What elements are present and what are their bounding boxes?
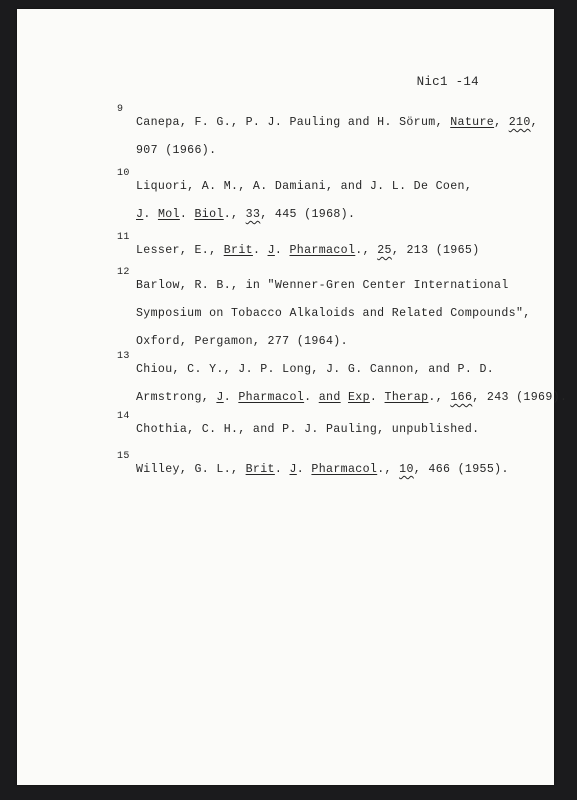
reference-line (136, 416, 537, 444)
citation-text: , 243 (1969). (472, 391, 568, 404)
page-identifier: Nic1 -14 (416, 75, 479, 89)
citation-text: . (274, 244, 290, 257)
reference-entry (117, 451, 537, 484)
journal-abbrev: Mol (157, 208, 180, 221)
journal-abbrev: and (318, 391, 341, 404)
citation-text: ., (377, 463, 400, 476)
journal-abbrev: J (267, 244, 275, 257)
citation-text: . (369, 391, 385, 404)
citation-text: , (530, 116, 538, 129)
citation-text: . (296, 463, 312, 476)
citation-text: , 466 (1955). (413, 463, 509, 476)
volume-number: 10 (399, 463, 414, 476)
reference-line (136, 356, 537, 384)
citation-text: ., (428, 391, 451, 404)
citation-text: Armstrong, (136, 391, 217, 404)
citation-text: Chothia, C. H., and P. J. Pauling, unpublished. (136, 423, 480, 436)
citation-text: Chiou, C. Y., J. P. Long, J. G. Cannon, and P. D. (136, 363, 495, 376)
reference-line (136, 328, 537, 356)
citation-text: ., (223, 208, 246, 221)
reference-entry (117, 168, 537, 229)
citation-text: Lesser, E., (136, 244, 224, 257)
reference-line (136, 137, 537, 165)
reference-line (136, 109, 537, 137)
reference-number: 9 (117, 104, 124, 115)
journal-abbrev: Pharmacol (289, 244, 356, 257)
citation-text: . (304, 391, 319, 404)
journal-abbrev: J (289, 463, 297, 476)
reference-number: 15 (117, 451, 130, 462)
citation-text: . (252, 244, 268, 257)
reference-line (136, 201, 537, 229)
citation-text: . (179, 208, 195, 221)
citation-text: . (274, 463, 290, 476)
reference-line (136, 456, 537, 484)
reference-line (136, 272, 537, 300)
reference-number: 11 (117, 232, 130, 243)
reference-entry (117, 351, 568, 412)
citation-text: Canepa, F. G., P. J. Pauling and H. Sörum, (136, 116, 451, 129)
volume-number: 166 (450, 391, 473, 404)
citation-text: 907 (1966). (136, 144, 217, 157)
journal-abbrev: Exp (347, 391, 370, 404)
reference-line (136, 173, 537, 201)
citation-text: Willey, G. L., (136, 463, 246, 476)
reference-number: 14 (117, 411, 130, 422)
reference-line (136, 237, 537, 265)
citation-text: Barlow, R. B., in "Wenner-Gren Center International (136, 279, 509, 292)
citation-text: , 445 (1968). (260, 208, 356, 221)
journal-abbrev: Therap (384, 391, 429, 404)
citation-text: . (223, 391, 239, 404)
reference-entry (117, 232, 537, 265)
volume-number: 25 (377, 244, 392, 257)
reference-entry (117, 104, 538, 165)
reference-entry (117, 267, 537, 356)
journal-abbrev: Biol (194, 208, 224, 221)
journal-abbrev: Nature (450, 116, 495, 129)
citation-text: Oxford, Pergamon, 277 (1964). (136, 335, 348, 348)
reference-line (136, 384, 568, 412)
citation-text (341, 391, 348, 404)
citation-text: . (143, 208, 158, 221)
journal-abbrev: Brit (223, 244, 253, 257)
document-page (17, 9, 568, 785)
reference-number: 13 (117, 351, 130, 362)
citation-text: ., (355, 244, 378, 257)
journal-abbrev: Pharmacol (311, 463, 378, 476)
volume-number: 210 (508, 116, 531, 129)
citation-text: Liquori, A. M., A. Damiani, and J. L. De Coen, (136, 180, 473, 193)
journal-abbrev: J (216, 391, 224, 404)
reference-number: 12 (117, 267, 130, 278)
citation-text: , (494, 116, 509, 129)
journal-abbrev: Brit (245, 463, 275, 476)
reference-line (136, 300, 537, 328)
volume-number: 33 (245, 208, 261, 221)
reference-number: 10 (117, 168, 130, 179)
citation-text: , 213 (1965) (391, 244, 480, 257)
journal-abbrev: Pharmacol (238, 391, 305, 404)
journal-abbrev: J (136, 208, 144, 221)
reference-entry (117, 411, 537, 444)
citation-text: Symposium on Tobacco Alkaloids and Related Compounds", (136, 307, 531, 320)
